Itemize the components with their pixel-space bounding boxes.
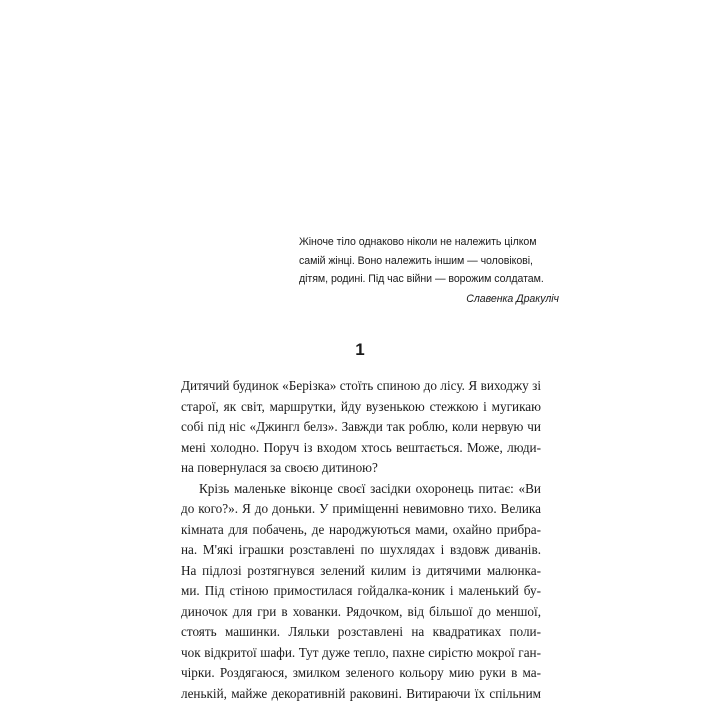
epigraph-line: самій жінці. Воно належить іншим — чоловікові, [299, 254, 533, 267]
body-line: старої, як світ, маршрутки, йду вузенькою стежкою і мугикаю [181, 398, 541, 414]
epigraph-author: Славенка Дракуліч [466, 292, 559, 305]
epigraph-line: Жіноче тіло однаково ніколи не належить цілком [299, 236, 537, 248]
body-line: Дитячий будинок «Берізка» стоїть спиною до лісу. Я виходжу зі [181, 378, 541, 393]
body-line: собі під ніс «Джингл белз». Завжди так роблю, коли нервую чи [181, 419, 541, 434]
chapter-body [181, 376, 541, 704]
body-line: чок відкритої шафи. Тут дуже тепло, пахне сирістю мокрої ган- [181, 644, 541, 660]
body-line: ленькій, майже декоративній раковині. Витираючи їх спільним [181, 685, 541, 701]
body-line: кімната для побачень, де народжуються мами, охайно прибра- [181, 521, 541, 537]
body-line: стоять машинки. Ляльки розставлені на квадратиках поли- [181, 624, 541, 639]
body-line: Крізь маленьке віконце своєї засідки охоронець питає: «Ви [199, 480, 541, 496]
chapter-number: 1 [355, 340, 365, 359]
epigraph [299, 233, 559, 308]
body-line: На підлозі розтягнувся зелений килим із дитячими малюнка- [181, 562, 541, 578]
body-line: на повернулася за своєю дитиною? [181, 460, 378, 475]
body-line: до кого?». Я до доньки. У приміщенні невимовно тихо. Велика [181, 501, 541, 516]
body-line: на. М'які іграшки розставлені по шухлядах і вздовж диванів. [181, 542, 541, 557]
body-line: ми. Під стіною примостилася гойдалка-коник і маленький бу- [181, 583, 541, 598]
body-line: диночок для гри в хованки. Рядочком, від більшої до меншої, [181, 603, 541, 619]
body-line: мені холодно. Поруч із входом хтось вештається. Може, люди- [181, 439, 541, 455]
body-line: чірки. Роздягаюся, змилком зеленого кольору мию руки в ма- [181, 665, 541, 680]
epigraph-line: дітям, родині. Під час війни — ворожим солдатам. [299, 273, 544, 285]
